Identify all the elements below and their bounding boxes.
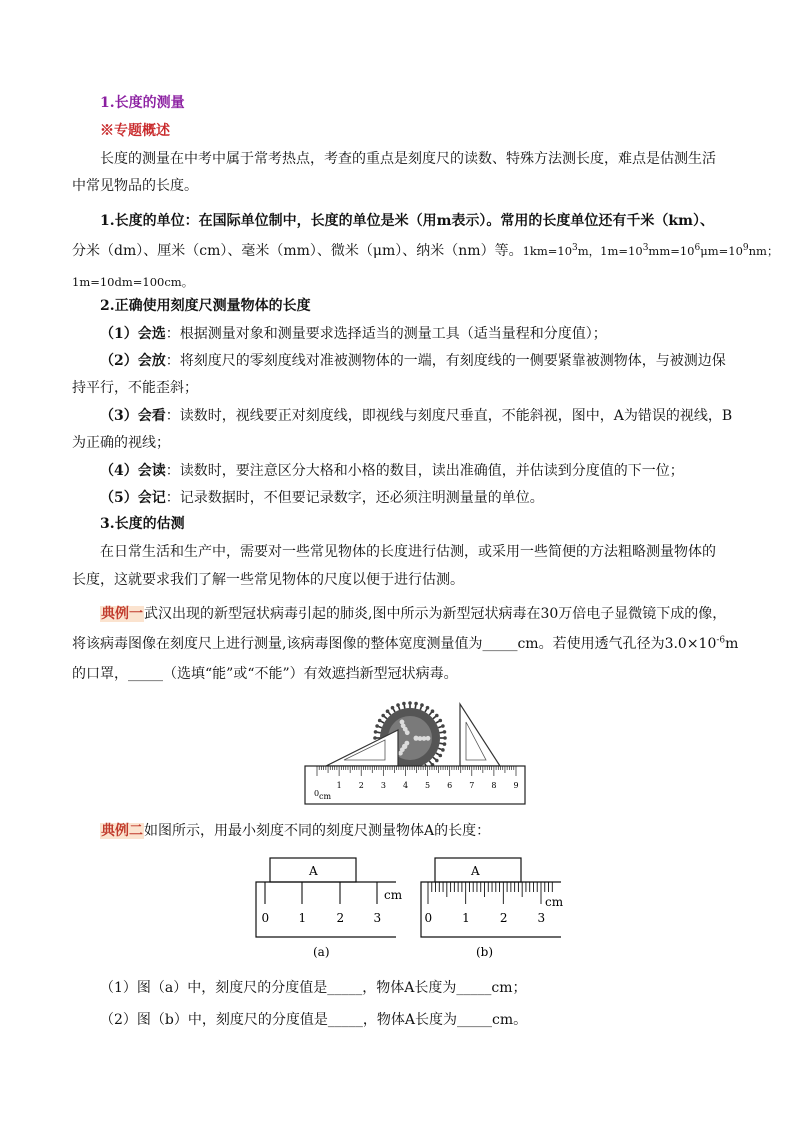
- virus-spike-tip: [431, 709, 435, 713]
- ruler-use-heading: 2.正确使用刻度尺测量物体的长度: [100, 298, 311, 314]
- ruler-a-ticks: [262, 882, 382, 925]
- example-2-text: 如图所示，用最小刻度不同的刻度尺测量物体A的长度：: [144, 823, 491, 839]
- conv-b: m，1m=10: [577, 244, 643, 258]
- ruler-tick-label: 5: [425, 781, 431, 790]
- conv-c: mm=10: [648, 244, 695, 258]
- example-1-text-2: 将该病毒图像在刻度尺上进行测量,该病毒图像的整体宽度测量值为_____cm。若使用透气孔径为3.0×10: [72, 636, 717, 652]
- units-conversion: [523, 244, 779, 258]
- virus-spike-tip: [374, 730, 378, 734]
- virus-spike-tip: [441, 724, 445, 728]
- conv-d: μm=10: [700, 244, 743, 258]
- conv-b-exp: 3: [642, 243, 649, 254]
- virus-spike-tip: [375, 724, 379, 728]
- figure-b-caption: (b): [476, 945, 494, 959]
- ruler-tick-label: 3: [380, 781, 386, 790]
- units-line-3: 1m=10dm=100cm。: [72, 275, 194, 289]
- virus-ruler-figure: [300, 700, 530, 810]
- ruler-tick-label: 6: [447, 781, 453, 790]
- overview-line-2: 中常见物品的长度。: [72, 178, 198, 194]
- ruler-tick-label: 2: [358, 781, 364, 790]
- ruler-a-tick-label: 2: [336, 911, 345, 925]
- ruler-a-tick-label: 3: [373, 911, 382, 925]
- item-5-label: （5）会记: [100, 490, 166, 506]
- virus-spike-tip: [391, 706, 395, 710]
- example-1-line-3: 的口罩，_____（选填“能”或“不能”）有效遮挡新型冠状病毒。: [72, 666, 458, 682]
- ruler-b-tick-label: 1: [462, 911, 470, 925]
- ruler-b-unit: cm: [545, 895, 564, 909]
- virus-spike-tip: [435, 759, 439, 763]
- virus-spike-tip: [386, 709, 390, 713]
- ruler-tick-label: 8: [491, 781, 497, 790]
- virus-texture: [400, 719, 405, 724]
- virus-spike-tip: [420, 703, 424, 707]
- example-1-line-2: [72, 634, 739, 654]
- item-3-text: ：读数时，视线要正对刻度线，即视线与刻度尺垂直，不能斜视，图中，A为错误的视线，B: [165, 408, 733, 424]
- example-1-unit: m: [725, 636, 739, 652]
- units-line-2: [72, 241, 779, 261]
- virus-spike-tip: [439, 719, 443, 723]
- virus-spike-tip: [426, 706, 430, 710]
- ruler-use-item-3: [100, 406, 750, 426]
- item-2-text: ：将刻度尺的零刻度线对准被测物体的一端，有刻度线的一侧要紧靠被测物体，与被测边保: [165, 353, 726, 369]
- item-5-text: ：记录数据时，不但要记录数字，还必须注明测量量的单位。: [165, 490, 544, 506]
- virus-spike-tip: [441, 748, 445, 752]
- example-2-label: 典例二: [101, 823, 143, 839]
- question-1: （1）图（a）中，刻度尺的分度值是_____，物体A长度为_____cm；: [100, 980, 527, 996]
- ruler-use-item-1: [100, 324, 750, 344]
- ruler-zero-label: 0: [314, 789, 320, 798]
- example-1-exp: -6: [716, 635, 726, 646]
- virus-texture: [402, 744, 407, 749]
- virus-texture: [414, 736, 419, 741]
- ruler-tick-label: 4: [402, 781, 409, 790]
- ruler-tick-label: 9: [513, 781, 519, 790]
- virus-spike-tip: [435, 714, 439, 718]
- ruler-use-item-2-cont: 持平行，不能歪斜；: [72, 380, 198, 396]
- conv-c-exp: 6: [694, 243, 701, 254]
- ruler-a-body: [256, 882, 396, 937]
- figure-a: [250, 855, 410, 965]
- item-2-label: （2）会放: [100, 353, 166, 369]
- overview-heading: ※专题概述: [100, 123, 170, 139]
- virus-spike-tip: [443, 730, 447, 734]
- virus-spike-tip: [402, 702, 406, 706]
- triangle-ruler-left: [326, 730, 398, 766]
- virus-spike-tip: [378, 719, 382, 723]
- ruler-b-tick-label: 3: [537, 911, 546, 925]
- question-2: （2）图（b）中，刻度尺的分度值是_____，物体A长度为_____cm。: [100, 1012, 528, 1028]
- units-line-1-text: 1.长度的单位：在国际单位制中，长度的单位是米（用m表示）。常用的长度单位还有千米（km）、: [100, 213, 714, 229]
- virus-spike-tip: [396, 703, 400, 707]
- overview-line-1: 长度的测量在中考中属于常考热点，考查的重点是刻度尺的读数、特殊方法测长度，难点是估测生活: [100, 151, 716, 167]
- object-a-label: A: [309, 864, 318, 878]
- example-2-line: [100, 821, 750, 841]
- estimate-heading: 3.长度的估测: [100, 516, 185, 532]
- figure-b: [415, 855, 565, 965]
- virus-spike-tip: [443, 742, 447, 746]
- ruler-b-ticks: [425, 882, 553, 925]
- figure-a-caption: (a): [313, 945, 330, 959]
- ruler-b-tick-label: 2: [499, 911, 508, 925]
- units-line-2-main: 分米（dm）、厘米（cm）、毫米（mm）、微米（μm）、纳米（nm）等。: [72, 243, 523, 259]
- virus-spike-tip: [373, 736, 377, 740]
- example-1-line-1: [100, 604, 750, 624]
- ruler-use-item-4: [100, 461, 750, 481]
- conv-d-exp: 9: [742, 243, 749, 254]
- item-3-label: （3）会看: [100, 408, 166, 424]
- ruler-unit-label: cm: [319, 792, 332, 801]
- ruler-use-item-2: [100, 351, 750, 371]
- item-1-text: ：根据测量对象和测量要求选择适当的测量工具（适当量程和分度值）；: [165, 326, 607, 342]
- virus-texture: [405, 730, 410, 735]
- conv-a-exp: 3: [572, 243, 578, 254]
- ruler-a-tick-label: 0: [261, 911, 270, 925]
- ruler-a-tick-label: 1: [298, 911, 307, 925]
- virus-spike-tip: [408, 701, 412, 705]
- virus-spike-tip: [381, 714, 385, 718]
- units-line-1: [100, 211, 750, 231]
- conv-a: 1km=10: [522, 244, 573, 258]
- virus-spike-tip: [439, 754, 443, 758]
- ruler-tick-label: 7: [469, 781, 475, 790]
- section-title: 1.长度的测量: [100, 95, 185, 111]
- ruler-tick-label: 1: [336, 781, 342, 790]
- example-1-text-1: 武汉出现的新型冠状病毒引起的肺炎,图中所示为新型冠状病毒在30万倍电子显微镜下成的像，: [144, 606, 727, 622]
- object-b-label: A: [471, 864, 480, 878]
- virus-spike-tip: [443, 736, 447, 740]
- virus-spike-tip: [414, 702, 418, 706]
- conv-e: nm；: [748, 244, 779, 258]
- item-4-label: （4）会读: [100, 463, 166, 479]
- ruler-use-item-5: [100, 488, 750, 508]
- item-4-text: ：读数时，要注意区分大格和小格的数目，读出准确值，并估读到分度值的下一位；: [165, 463, 684, 479]
- estimate-line-2: 长度，这就要求我们了解一些常见物体的尺度以便于进行估测。: [72, 572, 464, 588]
- ruler-b-tick-label: 0: [424, 911, 433, 925]
- example-1-label: 典例一: [101, 606, 143, 622]
- estimate-line-1: 在日常生活和生产中，需要对一些常见物体的长度进行估测，或采用一些简便的方法粗略测量物体的: [100, 544, 716, 560]
- ruler-use-item-3-cont: 为正确的视线；: [72, 435, 170, 451]
- ruler-a-unit: cm: [384, 888, 403, 902]
- item-1-label: （1）会选: [100, 326, 166, 342]
- ruler-b-body: [421, 882, 561, 937]
